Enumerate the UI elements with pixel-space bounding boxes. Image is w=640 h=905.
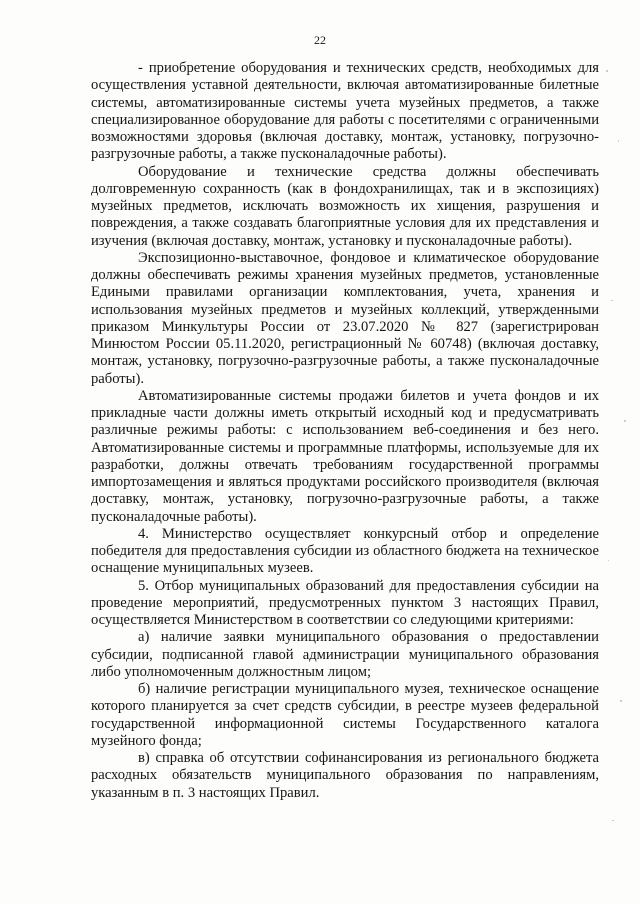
paragraph-exhibition-equipment: Экспозиционно-выставочное, фондовое и климатическое оборудование должны обеспечивать режимы хранения музейных предметов, установленные Едиными правилами организации комплектования, учета, хранения и использования музейных предметов и музейных коллекций, утвержденными приказом Минкультуры России от 23.07.2020 № 827 (зарегистрирован Минюстом России 05.11.2020, регистрационный № 60748) (включая доставку, монтаж, установку, погрузочно-разгрузочные работы, а также пусконаладочные работы). xyxy=(91,249,599,387)
paragraph-equipment-requirements: Оборудование и технические средства должны обеспечивать долговременную сохранность (как в фондохранилищах, так и в экспозициях) музейных предметов, исключать возможность их хищения, разрушения и повреждения, а также создавать благоприятные условия для их представления и изучения (включая доставку, монтаж, установку и пусконаладочные работы). xyxy=(91,163,599,249)
paragraph-item-5: 5. Отбор муниципальных образований для предоставления субсидии на проведение мероприятий, предусмотренных пунктом 3 настоящих Правил, осуществляется Министерством в соответствии со следующими критериями: xyxy=(91,577,599,628)
scan-speck xyxy=(612,820,614,821)
paragraph-item-4: 4. Министерство осуществляет конкурсный отбор и определение победителя для предоставления субсидии из областного бюджета на техническое оснащение муниципальных музеев. xyxy=(91,525,599,577)
scan-speck xyxy=(608,560,609,561)
scan-speck xyxy=(606,70,608,72)
scan-speck xyxy=(611,300,613,301)
scan-speck xyxy=(624,420,626,422)
criterion-c: в) справка об отсутствии софинансирования из регионального бюджета расходных обязательств муниципального образования по направлениям, указанным в п. 3 настоящих Правил. xyxy=(91,750,599,801)
scan-speck xyxy=(620,700,622,702)
page-number: 22 xyxy=(314,33,326,47)
scan-speck xyxy=(618,140,619,142)
paragraph-equipment-purchase: - приобретение оборудования и технических средств, необходимых для осуществления уставной деятельности, включая автоматизированные билетные системы, автоматизированные системы учета музейных предметов, а также специализированное оборудование для работы с посетителями с ограниченными возможностями здоровья (включая доставку, монтаж, установку, погрузочно-разгрузочные работы, а также пусконаладочные работы). xyxy=(91,60,599,163)
criterion-b: б) наличие регистрации муниципального музея, техническое оснащение которого планируется за счет средств субсидии, в реестре музеев федеральной государственной информационной системы Государственного каталога музейного фонда; xyxy=(91,681,599,749)
paragraph-automated-systems: Автоматизированные системы продажи билетов и учета фондов и их прикладные части должны иметь открытый исходный код и предусматривать различные режимы работы: с использованием веб-соединения и без него. Автоматизированные системы и программные платформы, используемые для их разработки, должны отвечать требованиям государственной программы импортозамещения и являться продуктами российского производителя (включая доставку, монтаж, установку, погрузочно-разгрузочные работы, а также пусконаладочные работы). xyxy=(91,387,599,525)
criterion-a: а) наличие заявки муниципального образования о предоставлении субсидии, подписанной главой администрации муниципального образования либо уполномоченным должностным лицом; xyxy=(91,629,599,680)
document-body xyxy=(91,60,599,802)
